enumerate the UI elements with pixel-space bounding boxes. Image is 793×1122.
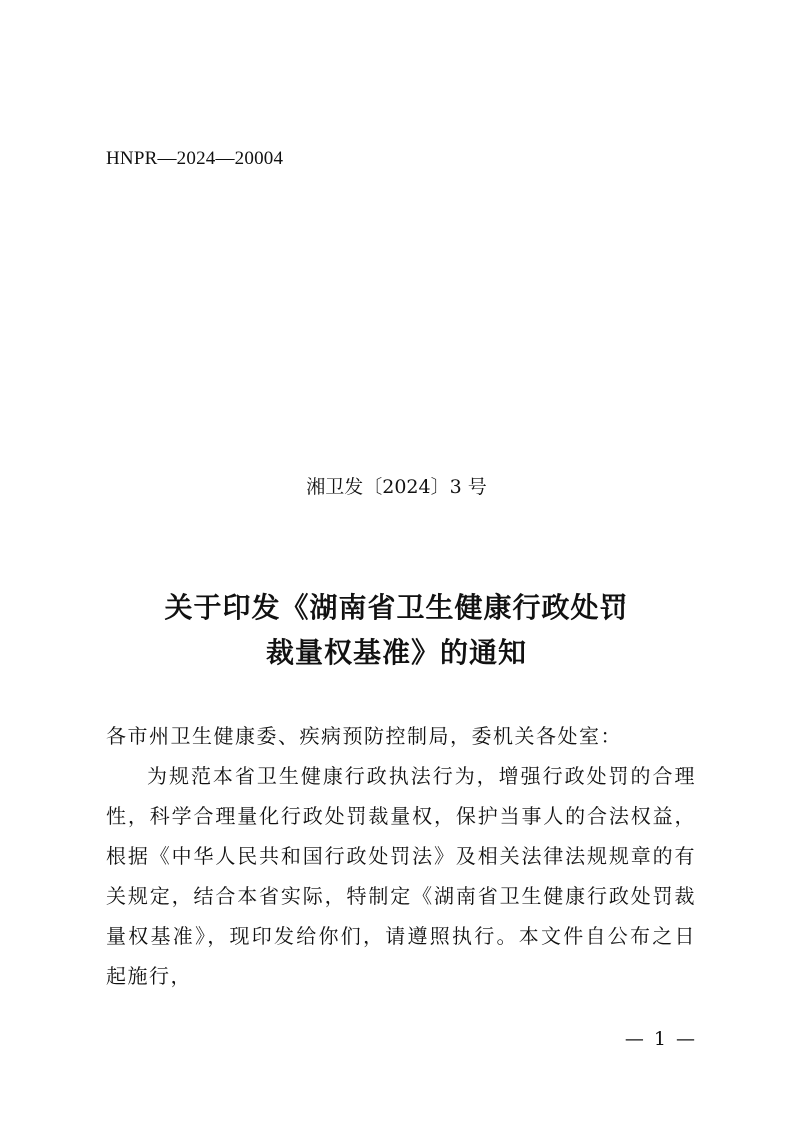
document-body xyxy=(106,716,696,996)
page-number: — 1 — xyxy=(624,1028,697,1050)
body-paragraph: 为规范本省卫生健康行政执法行为，增强行政处罚的合理性，科学合理量化行政处罚裁量权，保护当事人的合法权益，根据《中华人民共和国行政处罚法》及相关法律法规规章的有关规定，结合本省实际，特制定《湖南省卫生健康行政处罚裁量权基准》，现印发给你们，请遵照执行。本文件自公布之日起施行， xyxy=(106,764,696,988)
document-title xyxy=(0,585,793,675)
title-line-2: 裁量权基准》的通知 xyxy=(265,636,527,669)
title-line-1: 关于印发《湖南省卫生健康行政处罚 xyxy=(164,591,629,624)
document-code: HNPR—2024—20004 xyxy=(106,148,284,169)
issue-number: 湘卫发〔2024〕3 号 xyxy=(306,476,487,498)
salutation: 各市州卫生健康委、疾病预防控制局，委机关各处室： xyxy=(106,724,622,748)
